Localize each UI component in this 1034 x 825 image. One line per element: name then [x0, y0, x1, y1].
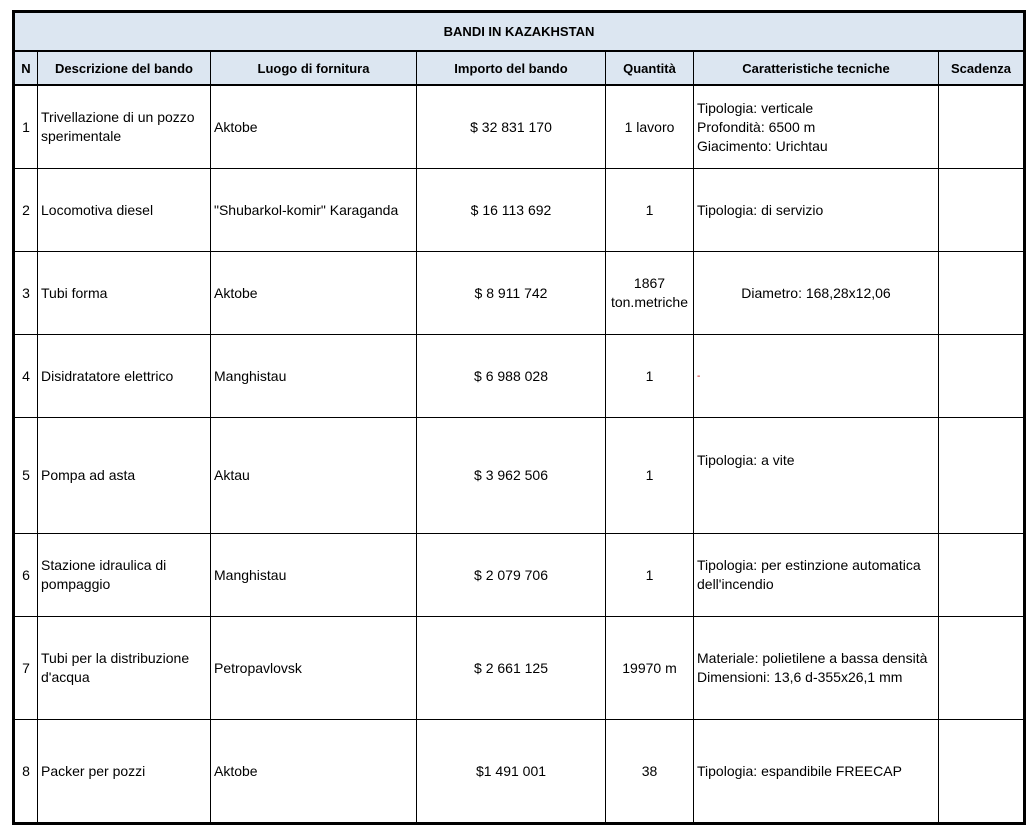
header-importo: Importo del bando	[417, 51, 606, 85]
cell-luogo: Aktau	[211, 418, 417, 534]
cell-scadenza	[939, 85, 1025, 169]
cell-luogo: Aktobe	[211, 720, 417, 824]
table-body	[14, 85, 1025, 824]
cell-caratteristiche	[694, 418, 939, 534]
cell-n: 8	[14, 720, 38, 824]
table-title: BANDI IN KAZAKHSTAN	[14, 12, 1025, 52]
cell-importo: $1 491 001	[417, 720, 606, 824]
cell-caratteristiche	[694, 534, 939, 617]
title-row	[14, 12, 1025, 52]
table-row	[14, 85, 1025, 169]
spec-line: Dimensioni: 13,6 d-355x26,1 mm	[697, 669, 903, 685]
cell-n: 5	[14, 418, 38, 534]
cell-importo: $ 16 113 692	[417, 169, 606, 252]
cell-luogo: Aktobe	[211, 85, 417, 169]
cell-n: 4	[14, 335, 38, 418]
cell-importo: $ 3 962 506	[417, 418, 606, 534]
tender-table-container	[12, 10, 1026, 825]
cell-importo: $ 32 831 170	[417, 85, 606, 169]
spec-line: Diametro: 168,28x12,06	[741, 284, 891, 301]
spec-line: Tipologia: a vite	[697, 452, 795, 468]
cell-luogo: "Shubarkol-komir" Karaganda	[211, 169, 417, 252]
table-row	[14, 534, 1025, 617]
header-scadenza: Scadenza	[939, 51, 1025, 85]
cell-quantita: 38	[606, 720, 694, 824]
spec-line: Materiale: polietilene a bassa densità	[697, 650, 928, 666]
spec-line: Profondità: 6500 m	[697, 118, 816, 135]
cell-scadenza	[939, 169, 1025, 252]
cell-scadenza	[939, 252, 1025, 335]
cell-caratteristiche	[694, 335, 939, 418]
cell-quantita: 1	[606, 534, 694, 617]
spec-line: Tipologia: espandibile FREECAP	[697, 762, 902, 779]
spec-line: -	[697, 370, 701, 382]
cell-luogo: Manghistau	[211, 335, 417, 418]
cell-quantita: 1	[606, 169, 694, 252]
cell-descrizione: Packer per pozzi	[38, 720, 211, 824]
cell-descrizione: Tubi per la distribuzione d'acqua	[38, 617, 211, 720]
cell-quantita: 1 lavoro	[606, 85, 694, 169]
cell-scadenza	[939, 720, 1025, 824]
header-descrizione: Descrizione del bando	[38, 51, 211, 85]
cell-scadenza	[939, 617, 1025, 720]
cell-n: 6	[14, 534, 38, 617]
cell-caratteristiche	[694, 720, 939, 824]
cell-caratteristiche	[694, 252, 939, 335]
cell-descrizione: Trivellazione di un pozzo sperimentale	[38, 85, 211, 169]
table-row	[14, 252, 1025, 335]
cell-importo: $ 2 661 125	[417, 617, 606, 720]
tender-table	[12, 10, 1026, 825]
cell-caratteristiche	[694, 85, 939, 169]
spec-line: Giacimento: Urichtau	[697, 137, 828, 154]
cell-luogo: Petropavlovsk	[211, 617, 417, 720]
table-row	[14, 720, 1025, 824]
cell-quantita: 1	[606, 418, 694, 534]
cell-caratteristiche	[694, 169, 939, 252]
cell-descrizione: Locomotiva diesel	[38, 169, 211, 252]
cell-scadenza	[939, 335, 1025, 418]
cell-caratteristiche	[694, 617, 939, 720]
cell-scadenza	[939, 534, 1025, 617]
header-quantita: Quantità	[606, 51, 694, 85]
cell-descrizione: Pompa ad asta	[38, 418, 211, 534]
cell-descrizione: Tubi forma	[38, 252, 211, 335]
spec-line: Tipologia: per estinzione automatica dell'incendio	[697, 557, 921, 592]
cell-importo: $ 6 988 028	[417, 335, 606, 418]
cell-n: 3	[14, 252, 38, 335]
cell-quantita: 19970 m	[606, 617, 694, 720]
cell-quantita: 1	[606, 335, 694, 418]
table-row	[14, 335, 1025, 418]
spec-line: Tipologia: verticale	[697, 99, 814, 116]
cell-n: 7	[14, 617, 38, 720]
cell-luogo: Aktobe	[211, 252, 417, 335]
cell-descrizione: Disidratatore elettrico	[38, 335, 211, 418]
table-row	[14, 617, 1025, 720]
cell-importo: $ 8 911 742	[417, 252, 606, 335]
header-n: N	[14, 51, 38, 85]
cell-scadenza	[939, 418, 1025, 534]
cell-descrizione: Stazione idraulica di pompaggio	[38, 534, 211, 617]
table-row	[14, 418, 1025, 534]
cell-importo: $ 2 079 706	[417, 534, 606, 617]
cell-quantita: 1867 ton.metriche	[606, 252, 694, 335]
cell-n: 1	[14, 85, 38, 169]
header-caratteristiche: Caratteristiche tecniche	[694, 51, 939, 85]
table-row	[14, 169, 1025, 252]
cell-luogo: Manghistau	[211, 534, 417, 617]
header-luogo: Luogo di fornitura	[211, 51, 417, 85]
cell-n: 2	[14, 169, 38, 252]
header-row	[14, 51, 1025, 85]
spec-line: Tipologia: di servizio	[697, 201, 824, 218]
